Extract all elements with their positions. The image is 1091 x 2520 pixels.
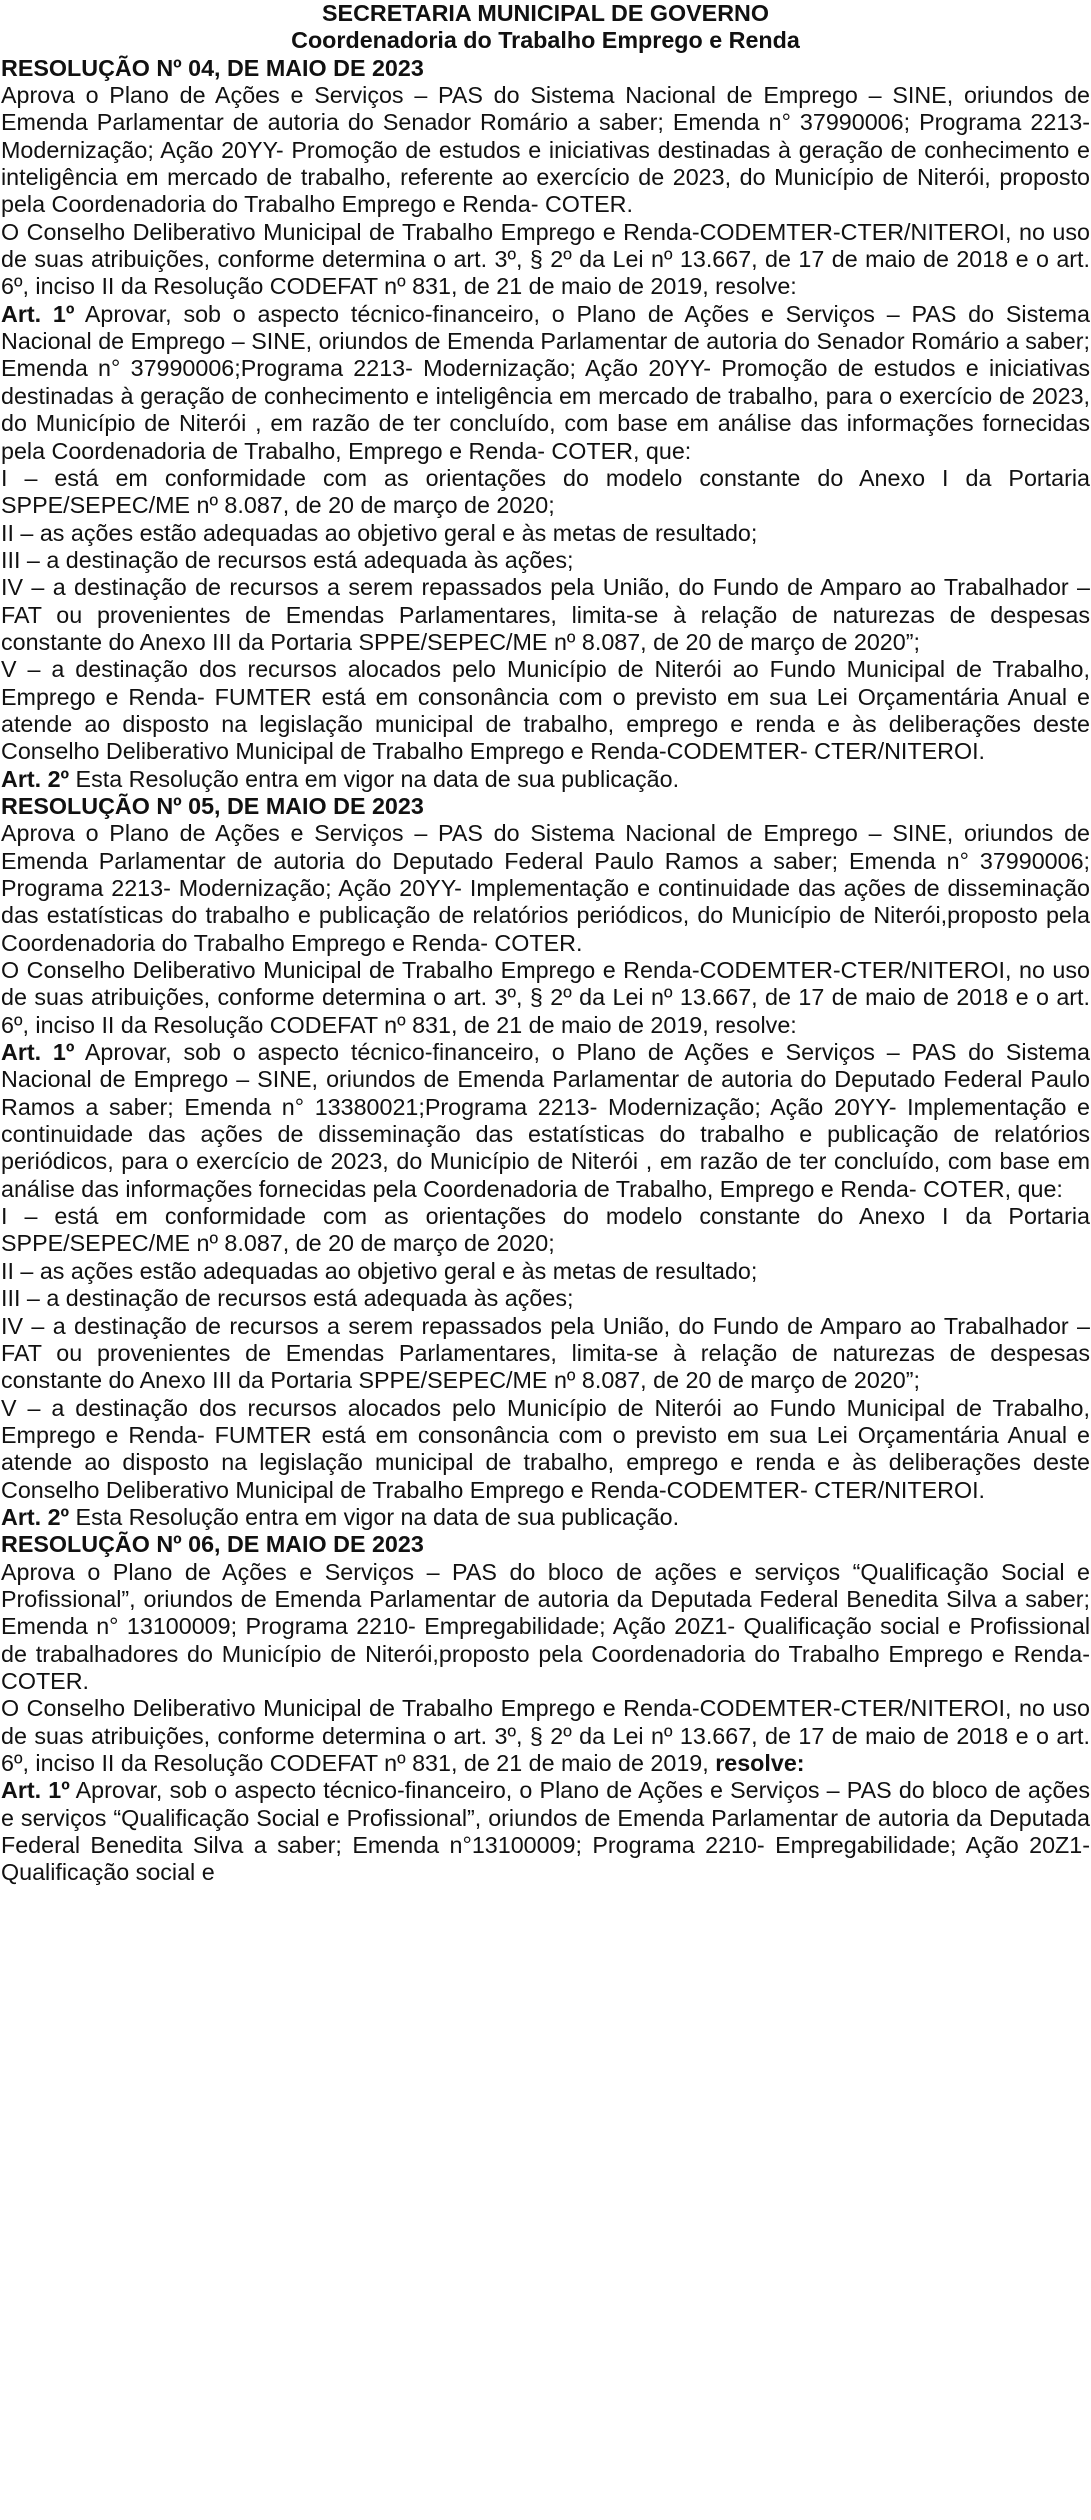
item-iii: III – a destinação de recursos está adequada às ações; [1, 1285, 574, 1312]
article-2-text: Esta Resolução entra em vigor na data de sua publicação. [69, 765, 680, 792]
item-v: V – a destinação dos recursos alocados pelo Município de Niterói ao Fundo Municipal de Trabalho, Emprego e Renda- FUMTER está em consonância com o previsto em sua Lei Orçamentária Anual e atende ao disposto na legislação municipal de trabalho, emprego e renda e às deliberações deste Conselho Deliberativo Municipal de Trabalho Emprego e Renda-CODEMTER- CTER/NITEROI. [1, 1394, 1090, 1503]
article-1 [1, 1039, 1090, 1203]
item-ii: II – as ações estão adequadas ao objetivo geral e às metas de resultado; [1, 1257, 758, 1284]
article-2-label: Art. 2º [1, 1503, 70, 1530]
resolution-title: RESOLUÇÃO Nº 06, DE MAIO DE 2023 [1, 1531, 424, 1558]
item-i: I – está em conformidade com as orientações do modelo constante do Anexo I da Portaria SPPE/SEPEC/ME nº 8.087, de 20 de março de 2020; [1, 464, 1090, 519]
header-coordenadoria: Coordenadoria do Trabalho Emprego e Renda [291, 27, 800, 54]
item-iv: IV – a destinação de recursos a serem repassados pela União, do Fundo de Amparo ao Trabalhador – FAT ou provenientes de Emendas Parlamentares, limita-se à relação de naturezas de despesas constante do Anexo III da Portaria SPPE/SEPEC/ME nº 8.087, de 20 de março de 2020”; [1, 574, 1090, 655]
resolution-preamble [1, 957, 1090, 1039]
article-2 [1, 766, 1090, 793]
article-1-text: Aprovar, sob o aspecto técnico-financeiro, o Plano de Ações e Serviços – PAS do bloco de ações e serviços “Qualificação Social e Profissional”, oriundos de Emenda Parlamentar de autoria da Deputada Federal Benedita Silva a saber; Emenda n°13100009; Programa 2210- Empregabilidade; Ação 20Z1- Qualificação social e [1, 1777, 1091, 1886]
preamble-text: O Conselho Deliberativo Municipal de Trabalho Emprego e Renda-CODEMTER-CTER/NITEROI, no uso de suas atribuições, conforme determina o art. 3º, § 2º da Lei nº 13.667, de 17 de maio de 2018 e o art. 6º, inciso II da Resolução CODEFAT nº 831, de 21 de maio de 2019, resolve: [1, 957, 1090, 1038]
resolution-preamble [1, 1695, 1090, 1777]
resolution-05 [1, 793, 1090, 1531]
article-2 [1, 1504, 1090, 1531]
article-1 [1, 301, 1090, 465]
article-2-text: Esta Resolução entra em vigor na data de sua publicação. [69, 1503, 680, 1530]
resolution-title: RESOLUÇÃO Nº 05, DE MAIO DE 2023 [1, 792, 424, 819]
resolution-title: RESOLUÇÃO Nº 04, DE MAIO DE 2023 [1, 54, 424, 81]
item-iv: IV – a destinação de recursos a serem repassados pela União, do Fundo de Amparo ao Trabalhador – FAT ou provenientes de Emendas Parlamentares, limita-se à relação de naturezas de despesas constante do Anexo III da Portaria SPPE/SEPEC/ME nº 8.087, de 20 de março de 2020”; [1, 1312, 1090, 1394]
resolution-ementa: Aprova o Plano de Ações e Serviços – PAS do bloco de ações e serviços “Qualificação Social e Profissional”, oriundos de Emenda Parlamentar de autoria da Deputada Federal Benedita Silva a saber; Emenda n° 13100009; Programa 2210- Empregabilidade; Ação 20Z1- Qualificação social e Profissional de trabalhadores do Município de Niterói,proposto pela Coordenadoria do Trabalho Emprego e Renda- COTER. [1, 1558, 1090, 1694]
item-i: I – está em conformidade com as orientações do modelo constante do Anexo I da Portaria SPPE/SEPEC/ME nº 8.087, de 20 de março de 2020; [1, 1203, 1090, 1257]
item-v: V – a destinação dos recursos alocados pelo Município de Niterói ao Fundo Municipal de Trabalho, Emprego e Renda- FUMTER está em consonância com o previsto em sua Lei Orçamentária Anual e atende ao disposto na legislação municipal de trabalho, emprego e renda e às deliberações deste Conselho Deliberativo Municipal de Trabalho Emprego e Renda-CODEMTER- CTER/NITEROI. [1, 656, 1090, 765]
item-iii: III – a destinação de recursos está adequada às ações; [1, 546, 574, 573]
article-1-text: Aprovar, sob o aspecto técnico-financeiro, o Plano de Ações e Serviços – PAS do Sistema Nacional de Emprego – SINE, oriundos de Emenda Parlamentar de autoria do Senador Romário a saber; Emenda n° 37990006;Programa 2213- Modernização; Ação 20YY- Promoção de estudos e iniciativas destinadas à geração de conhecimento e inteligência em mercado de trabalho, para o exercício de 2023, do Município de Niterói , em razão de ter concluído, com base em análise das informações fornecidas pela Coordenadoria de Trabalho, Emprego e Renda- COTER, que: [1, 300, 1091, 464]
article-1-text: Aprovar, sob o aspecto técnico-financeiro, o Plano de Ações e Serviços – PAS do Sistema Nacional de Emprego – SINE, oriundos de Emenda Parlamentar de autoria do Deputado Federal Paulo Ramos a saber; Emenda n° 13380021;Programa 2213- Modernização; Ação 20YY- Implementação e continuidade das ações de disseminação das estatísticas do trabalho e publicação de relatórios periódicos, para o exercício de 2023, do Município de Niterói , em razão de ter concluído, com base em análise das informações fornecidas pela Coordenadoria de Trabalho, Emprego e Renda- COTER, que: [1, 1039, 1091, 1202]
header-secretaria: SECRETARIA MUNICIPAL DE GOVERNO [322, 0, 769, 26]
resolution-preamble [1, 219, 1090, 301]
preamble-text: O Conselho Deliberativo Municipal de Trabalho Emprego e Renda-CODEMTER-CTER/NITEROI, no uso de suas atribuições, conforme determina o art. 3º, § 2º da Lei nº 13.667, de 17 de maio de 2018 e o art. 6º, inciso II da Resolução CODEFAT nº 831, de 21 de maio de 2019, [1, 1695, 1090, 1776]
article-1-label: Art. 1º [1, 1777, 70, 1804]
preamble-resolve: resolve: [715, 1750, 805, 1776]
article-1-label: Art. 1º [1, 300, 75, 327]
article-1-label: Art. 1º [1, 1039, 75, 1066]
resolution-06 [1, 1531, 1090, 1886]
item-ii: II – as ações estão adequadas ao objetivo geral e às metas de resultado; [1, 519, 758, 546]
resolution-04 [1, 55, 1090, 793]
resolution-ementa: Aprova o Plano de Ações e Serviços – PAS do Sistema Nacional de Emprego – SINE, oriundos de Emenda Parlamentar de autoria do Senador Romário a saber; Emenda n° 37990006; Programa 2213- Modernização; Ação 20YY- Promoção de estudos e iniciativas destinadas à geração de conhecimento e inteligência em mercado de trabalho, referente ao exercício de 2023, do Município de Niterói, proposto pela Coordenadoria do Trabalho Emprego e Renda- COTER. [1, 82, 1090, 218]
article-1 [1, 1777, 1090, 1886]
preamble-text: O Conselho Deliberativo Municipal de Trabalho Emprego e Renda-CODEMTER-CTER/NITEROI, no uso de suas atribuições, conforme determina o art. 3º, § 2º da Lei nº 13.667, de 17 de maio de 2018 e o art. 6º, inciso II da Resolução CODEFAT nº 831, de 21 de maio de 2019, resolve: [1, 218, 1090, 300]
resolution-ementa: Aprova o Plano de Ações e Serviços – PAS do Sistema Nacional de Emprego – SINE, oriundos de Emenda Parlamentar de autoria do Deputado Federal Paulo Ramos a saber; Emenda n° 37990006; Programa 2213- Modernização; Ação 20YY- Implementação e continuidade das ações de disseminação das estatísticas do trabalho e publicação de relatórios periódicos, do Município de Niterói,proposto pela Coordenadoria do Trabalho Emprego e Renda- COTER. [1, 820, 1090, 956]
article-2-label: Art. 2º [1, 765, 70, 792]
